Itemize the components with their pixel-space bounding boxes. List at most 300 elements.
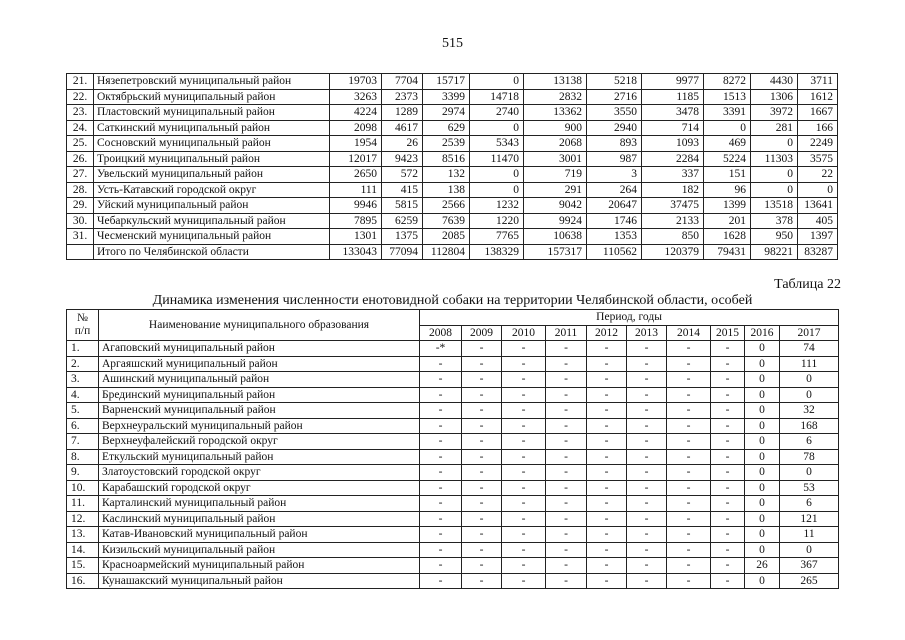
value-cell: - bbox=[546, 558, 587, 574]
value-cell: 2940 bbox=[587, 120, 642, 136]
value-cell: - bbox=[627, 418, 667, 434]
year-header: 2011 bbox=[546, 325, 587, 341]
value-cell: - bbox=[627, 527, 667, 543]
table-row bbox=[67, 74, 838, 90]
table-row bbox=[67, 511, 839, 527]
value-cell: 151 bbox=[704, 167, 751, 183]
value-cell: 714 bbox=[642, 120, 704, 136]
value-cell: 2284 bbox=[642, 151, 704, 167]
value-cell: - bbox=[587, 511, 627, 527]
table-row bbox=[67, 573, 839, 589]
value-cell: 19703 bbox=[330, 74, 382, 90]
value-cell: 2249 bbox=[798, 136, 838, 152]
value-cell: - bbox=[711, 496, 745, 512]
year-header: 2016 bbox=[745, 325, 780, 341]
value-cell: - bbox=[587, 465, 627, 481]
district-name: Октябрьский муниципальный район bbox=[94, 89, 330, 105]
value-cell: - bbox=[667, 558, 711, 574]
value-cell: 0 bbox=[780, 465, 839, 481]
value-cell: 2098 bbox=[330, 120, 382, 136]
value-cell: - bbox=[627, 403, 667, 419]
row-number: 21. bbox=[67, 74, 94, 90]
table-row bbox=[67, 542, 839, 558]
value-cell: - bbox=[667, 480, 711, 496]
value-cell: - bbox=[667, 449, 711, 465]
value-cell: - bbox=[627, 341, 667, 357]
table-row bbox=[67, 356, 839, 372]
table-row bbox=[67, 213, 838, 229]
value-cell: 22 bbox=[798, 167, 838, 183]
row-number: 25. bbox=[67, 136, 94, 152]
value-cell: 11303 bbox=[751, 151, 798, 167]
value-cell: - bbox=[462, 480, 502, 496]
value-cell: 26 bbox=[382, 136, 423, 152]
district-name: Чесменский муниципальный район bbox=[94, 229, 330, 245]
value-cell: 572 bbox=[382, 167, 423, 183]
value-cell: 1232 bbox=[470, 198, 524, 214]
raccoon-dog-table bbox=[66, 309, 839, 589]
value-cell: 3399 bbox=[423, 89, 470, 105]
value-cell: 11 bbox=[780, 527, 839, 543]
row-number: 12. bbox=[67, 511, 99, 527]
district-name: Троицкий муниципальный район bbox=[94, 151, 330, 167]
district-name: Аргаяшский муниципальный район bbox=[99, 356, 420, 372]
district-name: Верхнеуральский муниципальный район bbox=[99, 418, 420, 434]
value-cell: 3001 bbox=[524, 151, 587, 167]
value-cell: - bbox=[667, 418, 711, 434]
year-header: 2013 bbox=[627, 325, 667, 341]
year-header: 2009 bbox=[462, 325, 502, 341]
table-row bbox=[67, 387, 839, 403]
value-cell: 0 bbox=[751, 182, 798, 198]
value-cell: - bbox=[587, 403, 627, 419]
value-cell: 415 bbox=[382, 182, 423, 198]
value-cell: 893 bbox=[587, 136, 642, 152]
value-cell: 26 bbox=[745, 558, 780, 574]
value-cell: - bbox=[667, 465, 711, 481]
value-cell: - bbox=[711, 449, 745, 465]
value-cell: 1513 bbox=[704, 89, 751, 105]
value-cell: 2740 bbox=[470, 105, 524, 121]
value-cell: - bbox=[546, 573, 587, 589]
district-name: Усть-Катавский городской округ bbox=[94, 182, 330, 198]
table-row bbox=[67, 167, 838, 183]
value-cell: - bbox=[711, 465, 745, 481]
row-number: 10. bbox=[67, 480, 99, 496]
value-cell: 405 bbox=[798, 213, 838, 229]
value-cell: 9042 bbox=[524, 198, 587, 214]
value-cell: 1185 bbox=[642, 89, 704, 105]
total-value: 79431 bbox=[704, 244, 751, 260]
value-cell: 13362 bbox=[524, 105, 587, 121]
district-name: Кизильский муниципальный район bbox=[99, 542, 420, 558]
value-cell: 378 bbox=[751, 213, 798, 229]
total-row bbox=[67, 244, 838, 260]
name-header: Наименование муниципального образования bbox=[99, 310, 420, 341]
value-cell: - bbox=[546, 449, 587, 465]
table-row bbox=[67, 198, 838, 214]
year-header: 2012 bbox=[587, 325, 627, 341]
value-cell: - bbox=[667, 573, 711, 589]
value-cell: 0 bbox=[780, 387, 839, 403]
district-name: Варненский муниципальный район bbox=[99, 403, 420, 419]
value-cell: - bbox=[502, 496, 546, 512]
value-cell: - bbox=[627, 558, 667, 574]
year-header: 2008 bbox=[420, 325, 462, 341]
total-label: Итого по Челябинской области bbox=[94, 244, 330, 260]
value-cell: 15717 bbox=[423, 74, 470, 90]
value-cell: - bbox=[587, 341, 627, 357]
value-cell: - bbox=[667, 372, 711, 388]
value-cell: 111 bbox=[780, 356, 839, 372]
value-cell: 987 bbox=[587, 151, 642, 167]
table-row bbox=[67, 182, 838, 198]
value-cell: 6 bbox=[780, 496, 839, 512]
value-cell: - bbox=[462, 573, 502, 589]
value-cell: - bbox=[711, 480, 745, 496]
row-number: 4. bbox=[67, 387, 99, 403]
row-number: 7. bbox=[67, 434, 99, 450]
district-name: Саткинский муниципальный район bbox=[94, 120, 330, 136]
value-cell: 5218 bbox=[587, 74, 642, 90]
year-header: 2017 bbox=[780, 325, 839, 341]
value-cell: 1612 bbox=[798, 89, 838, 105]
value-cell: - bbox=[711, 418, 745, 434]
value-cell: 900 bbox=[524, 120, 587, 136]
value-cell: - bbox=[667, 356, 711, 372]
value-cell: - bbox=[667, 511, 711, 527]
value-cell: 719 bbox=[524, 167, 587, 183]
table-row bbox=[67, 105, 838, 121]
table-row bbox=[67, 449, 839, 465]
value-cell: - bbox=[667, 542, 711, 558]
value-cell: - bbox=[462, 527, 502, 543]
value-cell: 5815 bbox=[382, 198, 423, 214]
value-cell: 3391 bbox=[704, 105, 751, 121]
value-cell: - bbox=[502, 465, 546, 481]
value-cell: 8516 bbox=[423, 151, 470, 167]
value-cell: - bbox=[627, 449, 667, 465]
table-row bbox=[67, 496, 839, 512]
value-cell: 0 bbox=[745, 434, 780, 450]
value-cell: 37475 bbox=[642, 198, 704, 214]
value-cell: - bbox=[546, 387, 587, 403]
value-cell: 0 bbox=[704, 120, 751, 136]
value-cell: - bbox=[546, 341, 587, 357]
value-cell: 3711 bbox=[798, 74, 838, 90]
value-cell: 0 bbox=[751, 167, 798, 183]
value-cell: - bbox=[667, 387, 711, 403]
value-cell: 121 bbox=[780, 511, 839, 527]
value-cell: 265 bbox=[780, 573, 839, 589]
value-cell: 1301 bbox=[330, 229, 382, 245]
value-cell: 132 bbox=[423, 167, 470, 183]
row-number: 13. bbox=[67, 527, 99, 543]
value-cell: 281 bbox=[751, 120, 798, 136]
value-cell: 9946 bbox=[330, 198, 382, 214]
value-cell: - bbox=[420, 573, 462, 589]
value-cell: - bbox=[462, 403, 502, 419]
district-name: Ашинский муниципальный район bbox=[99, 372, 420, 388]
value-cell: - bbox=[502, 434, 546, 450]
row-number: 28. bbox=[67, 182, 94, 198]
value-cell: 629 bbox=[423, 120, 470, 136]
value-cell: 950 bbox=[751, 229, 798, 245]
value-cell: 0 bbox=[780, 542, 839, 558]
value-cell: - bbox=[462, 372, 502, 388]
total-value: 83287 bbox=[798, 244, 838, 260]
value-cell: 264 bbox=[587, 182, 642, 198]
value-cell: 14718 bbox=[470, 89, 524, 105]
value-cell: - bbox=[420, 465, 462, 481]
value-cell: - bbox=[420, 434, 462, 450]
value-cell: -* bbox=[420, 341, 462, 357]
value-cell: - bbox=[502, 573, 546, 589]
value-cell: 0 bbox=[470, 74, 524, 90]
value-cell: 0 bbox=[745, 403, 780, 419]
value-cell: 0 bbox=[470, 182, 524, 198]
value-cell: - bbox=[502, 372, 546, 388]
value-cell: 53 bbox=[780, 480, 839, 496]
value-cell: - bbox=[546, 465, 587, 481]
value-cell: - bbox=[546, 403, 587, 419]
row-number: 6. bbox=[67, 418, 99, 434]
value-cell: - bbox=[420, 449, 462, 465]
table-row bbox=[67, 418, 839, 434]
value-cell: - bbox=[587, 372, 627, 388]
value-cell: - bbox=[711, 573, 745, 589]
district-name: Пластовский муниципальный район bbox=[94, 105, 330, 121]
value-cell: - bbox=[667, 434, 711, 450]
value-cell: 0 bbox=[470, 120, 524, 136]
value-cell: - bbox=[711, 341, 745, 357]
district-name: Сосновский муниципальный район bbox=[94, 136, 330, 152]
value-cell: - bbox=[502, 418, 546, 434]
value-cell: - bbox=[587, 387, 627, 403]
value-cell: 6259 bbox=[382, 213, 423, 229]
district-name: Брединский муниципальный район bbox=[99, 387, 420, 403]
value-cell: 0 bbox=[751, 136, 798, 152]
value-cell: - bbox=[546, 434, 587, 450]
total-value: 77094 bbox=[382, 244, 423, 260]
value-cell: - bbox=[546, 527, 587, 543]
value-cell: - bbox=[667, 403, 711, 419]
value-cell: - bbox=[587, 527, 627, 543]
value-cell: 168 bbox=[780, 418, 839, 434]
table-row bbox=[67, 465, 839, 481]
district-name: Каслинский муниципальный район bbox=[99, 511, 420, 527]
value-cell: 1093 bbox=[642, 136, 704, 152]
value-cell: - bbox=[546, 511, 587, 527]
row-number: 22. bbox=[67, 89, 94, 105]
value-cell: 13518 bbox=[751, 198, 798, 214]
value-cell: 0 bbox=[745, 527, 780, 543]
row-number: 8. bbox=[67, 449, 99, 465]
value-cell: 1353 bbox=[587, 229, 642, 245]
district-name: Чебаркульский муниципальный район bbox=[94, 213, 330, 229]
district-name: Уйский муниципальный район bbox=[94, 198, 330, 214]
value-cell: 2085 bbox=[423, 229, 470, 245]
value-cell: 1628 bbox=[704, 229, 751, 245]
value-cell: - bbox=[667, 527, 711, 543]
value-cell: - bbox=[587, 542, 627, 558]
district-name: Верхнеуфалейский городской округ bbox=[99, 434, 420, 450]
row-number: 9. bbox=[67, 465, 99, 481]
table-row bbox=[67, 372, 839, 388]
value-cell: 1289 bbox=[382, 105, 423, 121]
row-number: 27. bbox=[67, 167, 94, 183]
value-cell: 0 bbox=[745, 387, 780, 403]
row-number: 1. bbox=[67, 341, 99, 357]
value-cell: 1954 bbox=[330, 136, 382, 152]
value-cell: 7639 bbox=[423, 213, 470, 229]
district-name: Красноармейский муниципальный район bbox=[99, 558, 420, 574]
total-value: 110562 bbox=[587, 244, 642, 260]
value-cell: 8272 bbox=[704, 74, 751, 90]
value-cell: 1375 bbox=[382, 229, 423, 245]
value-cell: - bbox=[627, 387, 667, 403]
value-cell: 5224 bbox=[704, 151, 751, 167]
header-row-1 bbox=[67, 310, 839, 326]
value-cell: 3263 bbox=[330, 89, 382, 105]
value-cell: - bbox=[546, 496, 587, 512]
value-cell: - bbox=[711, 558, 745, 574]
value-cell: 2832 bbox=[524, 89, 587, 105]
value-cell: - bbox=[462, 511, 502, 527]
district-name: Увельский муниципальный район bbox=[94, 167, 330, 183]
value-cell: - bbox=[502, 449, 546, 465]
value-cell: 4430 bbox=[751, 74, 798, 90]
value-cell: 7895 bbox=[330, 213, 382, 229]
value-cell: - bbox=[420, 480, 462, 496]
value-cell: - bbox=[587, 449, 627, 465]
value-cell: 138 bbox=[423, 182, 470, 198]
value-cell: 2716 bbox=[587, 89, 642, 105]
year-header: 2015 bbox=[711, 325, 745, 341]
row-number: 15. bbox=[67, 558, 99, 574]
value-cell: 5343 bbox=[470, 136, 524, 152]
table-row bbox=[67, 229, 838, 245]
value-cell: 0 bbox=[745, 511, 780, 527]
value-cell: 0 bbox=[470, 167, 524, 183]
value-cell: 0 bbox=[745, 341, 780, 357]
district-name: Златоустовский городской округ bbox=[99, 465, 420, 481]
value-cell: - bbox=[667, 496, 711, 512]
value-cell: - bbox=[587, 573, 627, 589]
value-cell: 2539 bbox=[423, 136, 470, 152]
value-cell: 0 bbox=[745, 465, 780, 481]
total-value: 98221 bbox=[751, 244, 798, 260]
value-cell: - bbox=[546, 356, 587, 372]
value-cell: 0 bbox=[780, 372, 839, 388]
value-cell: 2373 bbox=[382, 89, 423, 105]
value-cell: - bbox=[420, 418, 462, 434]
num-header-line2: п/п bbox=[74, 325, 91, 337]
value-cell: 13641 bbox=[798, 198, 838, 214]
value-cell: - bbox=[420, 496, 462, 512]
value-cell: - bbox=[587, 434, 627, 450]
value-cell: 166 bbox=[798, 120, 838, 136]
value-cell: - bbox=[502, 403, 546, 419]
value-cell: - bbox=[420, 356, 462, 372]
row-number: 2. bbox=[67, 356, 99, 372]
year-header: 2010 bbox=[502, 325, 546, 341]
table-row bbox=[67, 403, 839, 419]
row-number: 23. bbox=[67, 105, 94, 121]
table-row bbox=[67, 434, 839, 450]
value-cell: 1220 bbox=[470, 213, 524, 229]
table-row bbox=[67, 341, 839, 357]
value-cell: 3478 bbox=[642, 105, 704, 121]
value-cell: - bbox=[711, 434, 745, 450]
table-row bbox=[67, 120, 838, 136]
value-cell: - bbox=[627, 573, 667, 589]
district-name: Карабашский городской округ bbox=[99, 480, 420, 496]
value-cell: - bbox=[711, 511, 745, 527]
value-cell: 3972 bbox=[751, 105, 798, 121]
value-cell: - bbox=[502, 356, 546, 372]
value-cell: - bbox=[711, 542, 745, 558]
table-row bbox=[67, 89, 838, 105]
value-cell: 9924 bbox=[524, 213, 587, 229]
value-cell: 0 bbox=[798, 182, 838, 198]
table-title: Динамика изменения численности енотовидной собаки на территории Челябинской области, особей bbox=[152, 293, 753, 308]
value-cell: - bbox=[462, 558, 502, 574]
value-cell: - bbox=[627, 356, 667, 372]
value-cell: - bbox=[546, 542, 587, 558]
value-cell: - bbox=[420, 511, 462, 527]
value-cell: - bbox=[711, 372, 745, 388]
value-cell: 0 bbox=[745, 573, 780, 589]
value-cell: - bbox=[587, 480, 627, 496]
value-cell: 111 bbox=[330, 182, 382, 198]
page-number: 515 bbox=[442, 36, 463, 51]
value-cell: - bbox=[462, 418, 502, 434]
value-cell: - bbox=[462, 542, 502, 558]
value-cell: - bbox=[711, 387, 745, 403]
value-cell: 2133 bbox=[642, 213, 704, 229]
value-cell: - bbox=[587, 418, 627, 434]
value-cell: 20647 bbox=[587, 198, 642, 214]
value-cell: - bbox=[627, 434, 667, 450]
total-value: 157317 bbox=[524, 244, 587, 260]
value-cell: 12017 bbox=[330, 151, 382, 167]
value-cell: - bbox=[627, 465, 667, 481]
value-cell: - bbox=[587, 496, 627, 512]
row-number: 5. bbox=[67, 403, 99, 419]
value-cell: 2068 bbox=[524, 136, 587, 152]
year-header: 2014 bbox=[667, 325, 711, 341]
total-value: 120379 bbox=[642, 244, 704, 260]
table-row bbox=[67, 558, 839, 574]
value-cell: - bbox=[462, 496, 502, 512]
value-cell: 0 bbox=[745, 418, 780, 434]
row-number: 16. bbox=[67, 573, 99, 589]
value-cell: 11470 bbox=[470, 151, 524, 167]
value-cell: - bbox=[420, 403, 462, 419]
value-cell: - bbox=[627, 496, 667, 512]
table-row bbox=[67, 527, 839, 543]
value-cell: 182 bbox=[642, 182, 704, 198]
value-cell: - bbox=[711, 527, 745, 543]
row-number: 11. bbox=[67, 496, 99, 512]
district-name: Кунашакский муниципальный район bbox=[99, 573, 420, 589]
row-number: 3. bbox=[67, 372, 99, 388]
table-row bbox=[67, 151, 838, 167]
value-cell: 2650 bbox=[330, 167, 382, 183]
num-header bbox=[67, 310, 99, 341]
row-number: 24. bbox=[67, 120, 94, 136]
